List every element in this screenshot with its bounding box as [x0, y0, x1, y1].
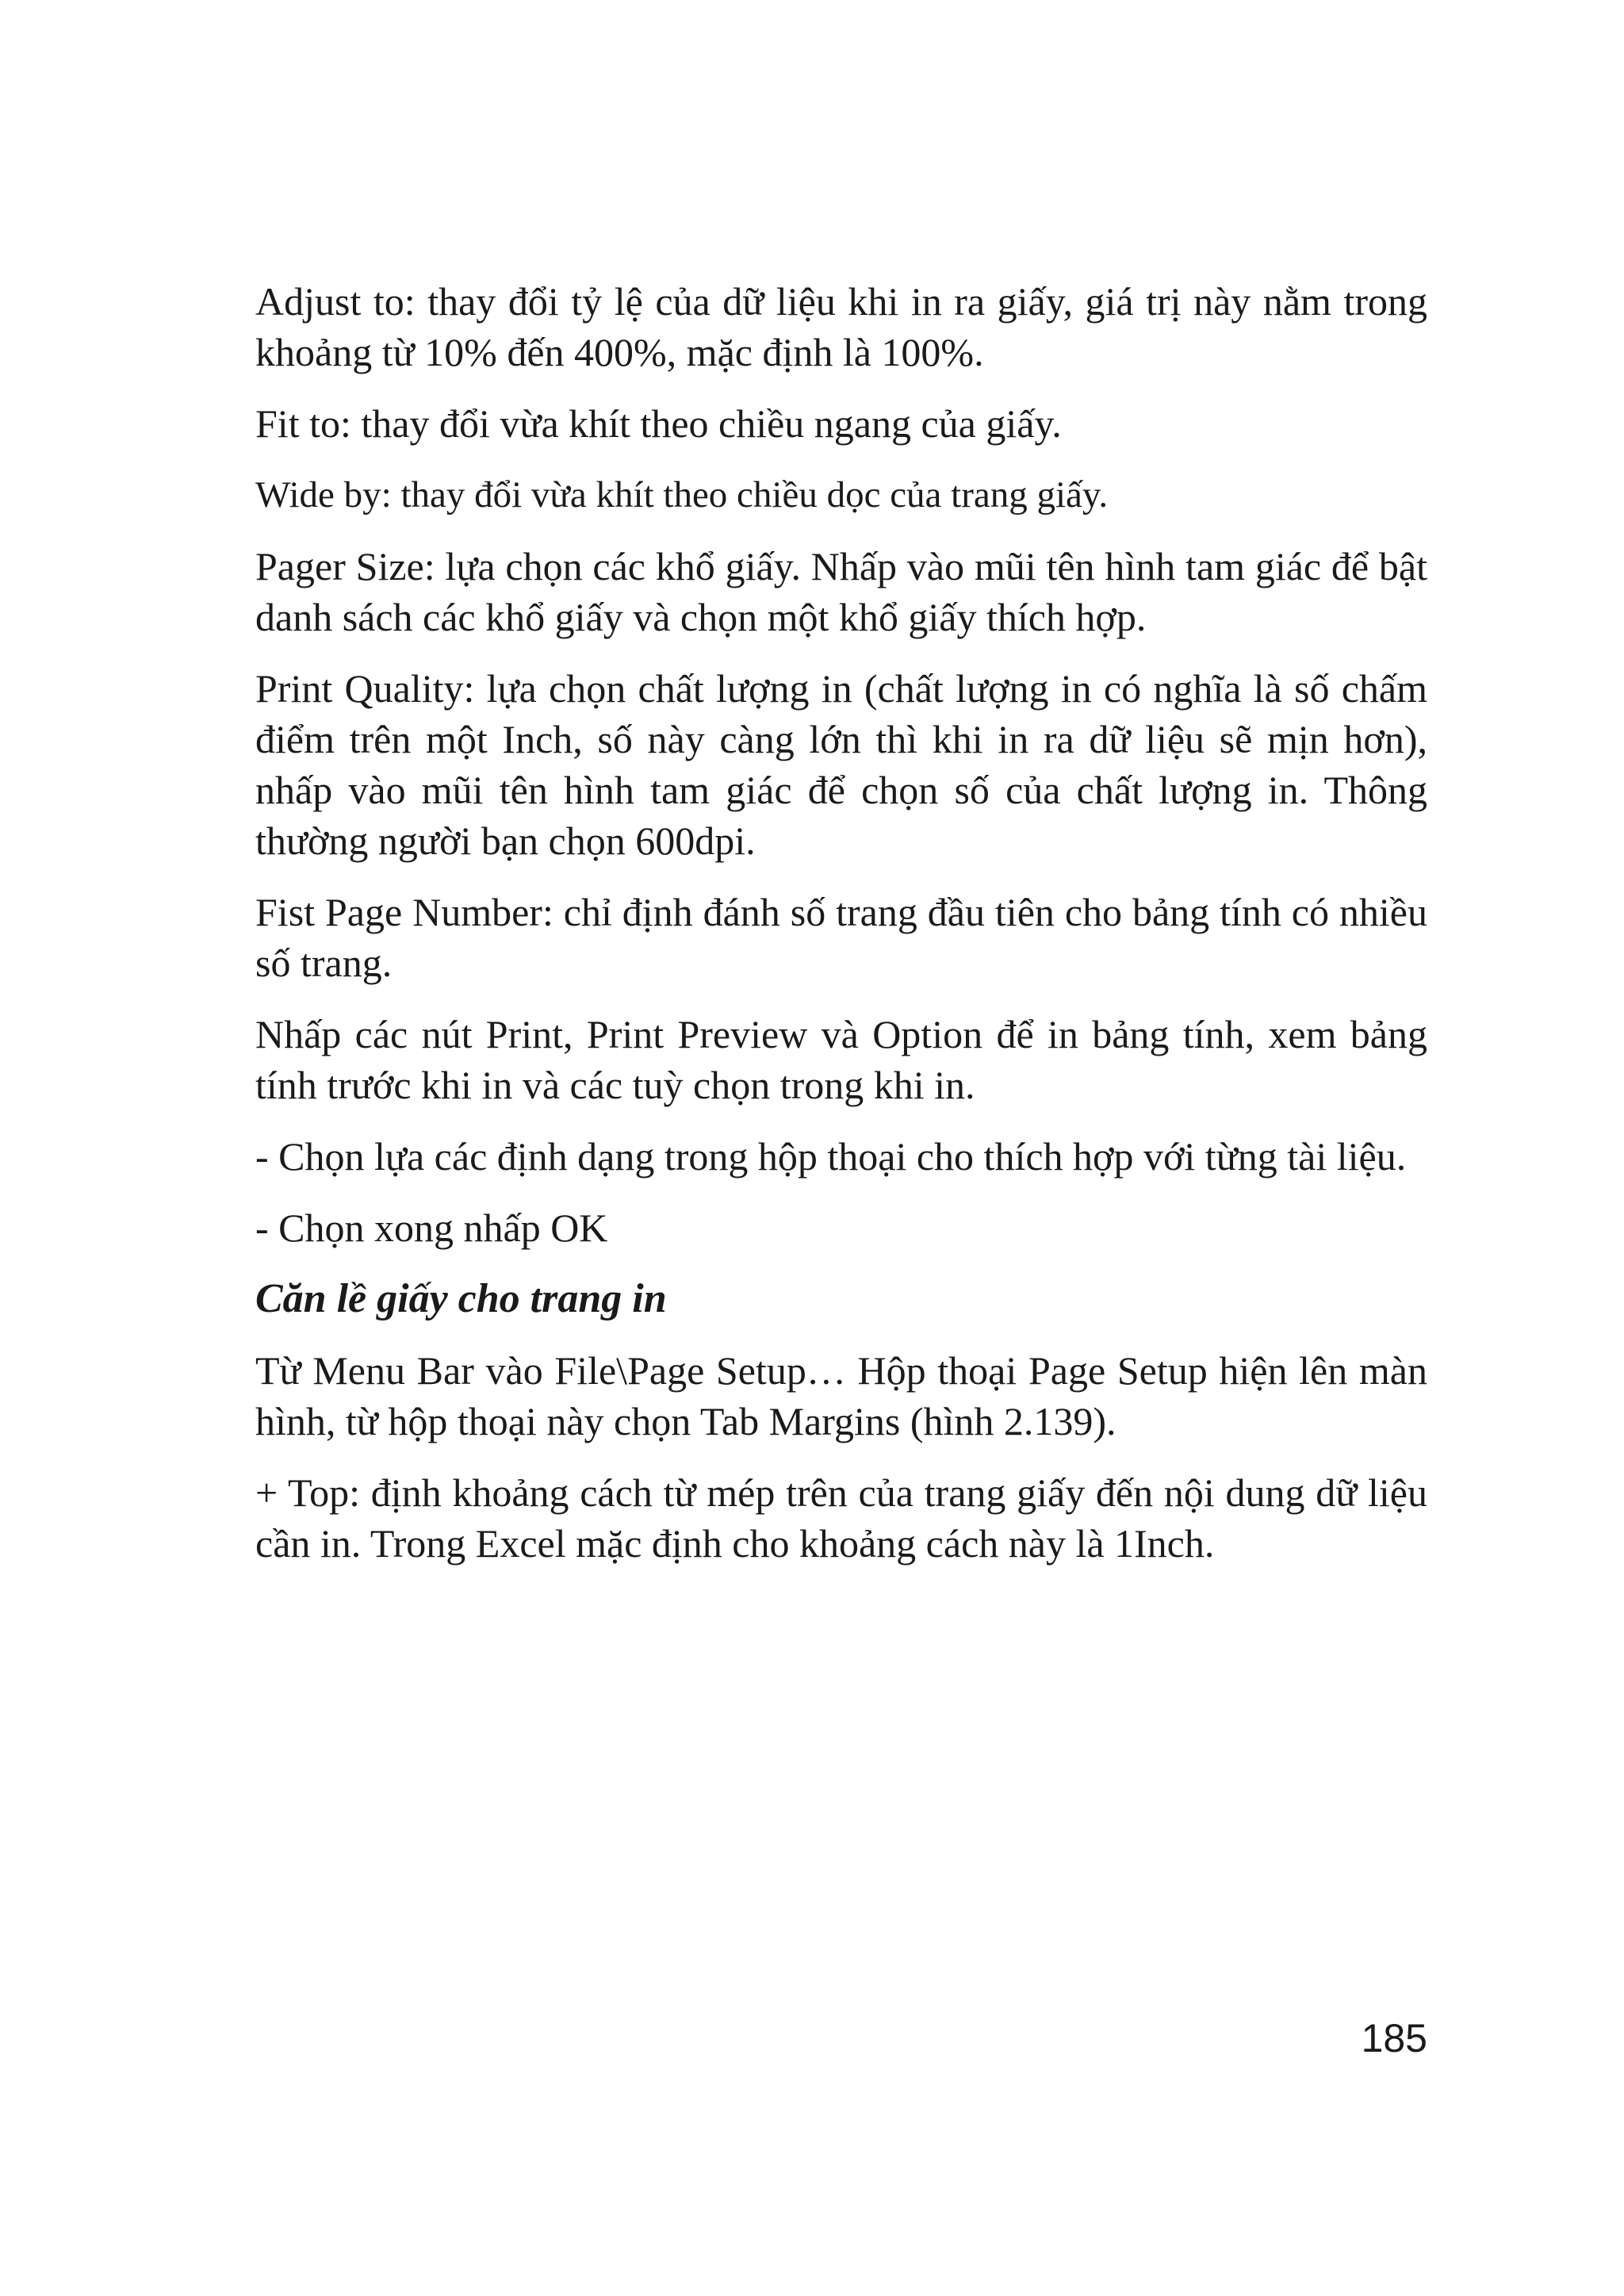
paragraph-choose-formats: - Chọn lựa các định dạng trong hộp thoại cho thích hợp với từng tài liệu.: [255, 1134, 1407, 1179]
paragraph-print-buttons: Nhấp các nút Print, Print Preview và Option để in bảng tính, xem bảng tính trước khi in và các tuỳ chọn trong khi in.: [255, 1012, 1427, 1107]
paragraph-print-quality: Print Quality: lựa chọn chất lượng in (chất lượng in có nghĩa là số chấm điểm trên một Inch, số này càng lớn thì khi in ra dữ liệu sẽ mịn hơn), nhấp vào mũi tên hình tam giác để chọn số của chất lượng in. Thông thường người bạn chọn 600dpi.: [255, 666, 1427, 863]
paragraph-fit-to: Fit to: thay đổi vừa khít theo chiều ngang của giấy.: [255, 401, 1062, 446]
page-body: [255, 276, 1427, 1589]
paragraph-menu-bar-page-setup: Từ Menu Bar vào File\Page Setup… Hộp thoại Page Setup hiện lên màn hình, từ hộp thoại này chọn Tab Margins (hình 2.139).: [255, 1348, 1427, 1443]
paragraph-wide-by: Wide by: thay đổi vừa khít theo chiều dọc của trang giấy.: [255, 474, 1109, 516]
paragraph-click-ok: - Chọn xong nhấp OK: [255, 1205, 608, 1250]
paragraph-first-page-number: Fist Page Number: chỉ định đánh số trang đầu tiên cho bảng tính có nhiều số trang.: [255, 890, 1427, 985]
page-number: 185: [1361, 2016, 1427, 2060]
paragraph-paper-size: Pager Size: lựa chọn các khổ giấy. Nhấp vào mũi tên hình tam giác để bật danh sách các khổ giấy và chọn một khổ giấy thích hợp.: [255, 544, 1427, 639]
paragraph-top-margin: + Top: định khoảng cách từ mép trên của trang giấy đến nội dung dữ liệu cần in. Trong Excel mặc định cho khoảng cách này là 1Inch.: [255, 1470, 1427, 1566]
paragraph-adjust-to: Adjust to: thay đổi tỷ lệ của dữ liệu khi in ra giấy, giá trị này nằm trong khoảng từ 10% đến 400%, mặc định là 100%.: [255, 279, 1427, 374]
section-heading: Căn lề giấy cho trang in: [255, 1276, 667, 1321]
